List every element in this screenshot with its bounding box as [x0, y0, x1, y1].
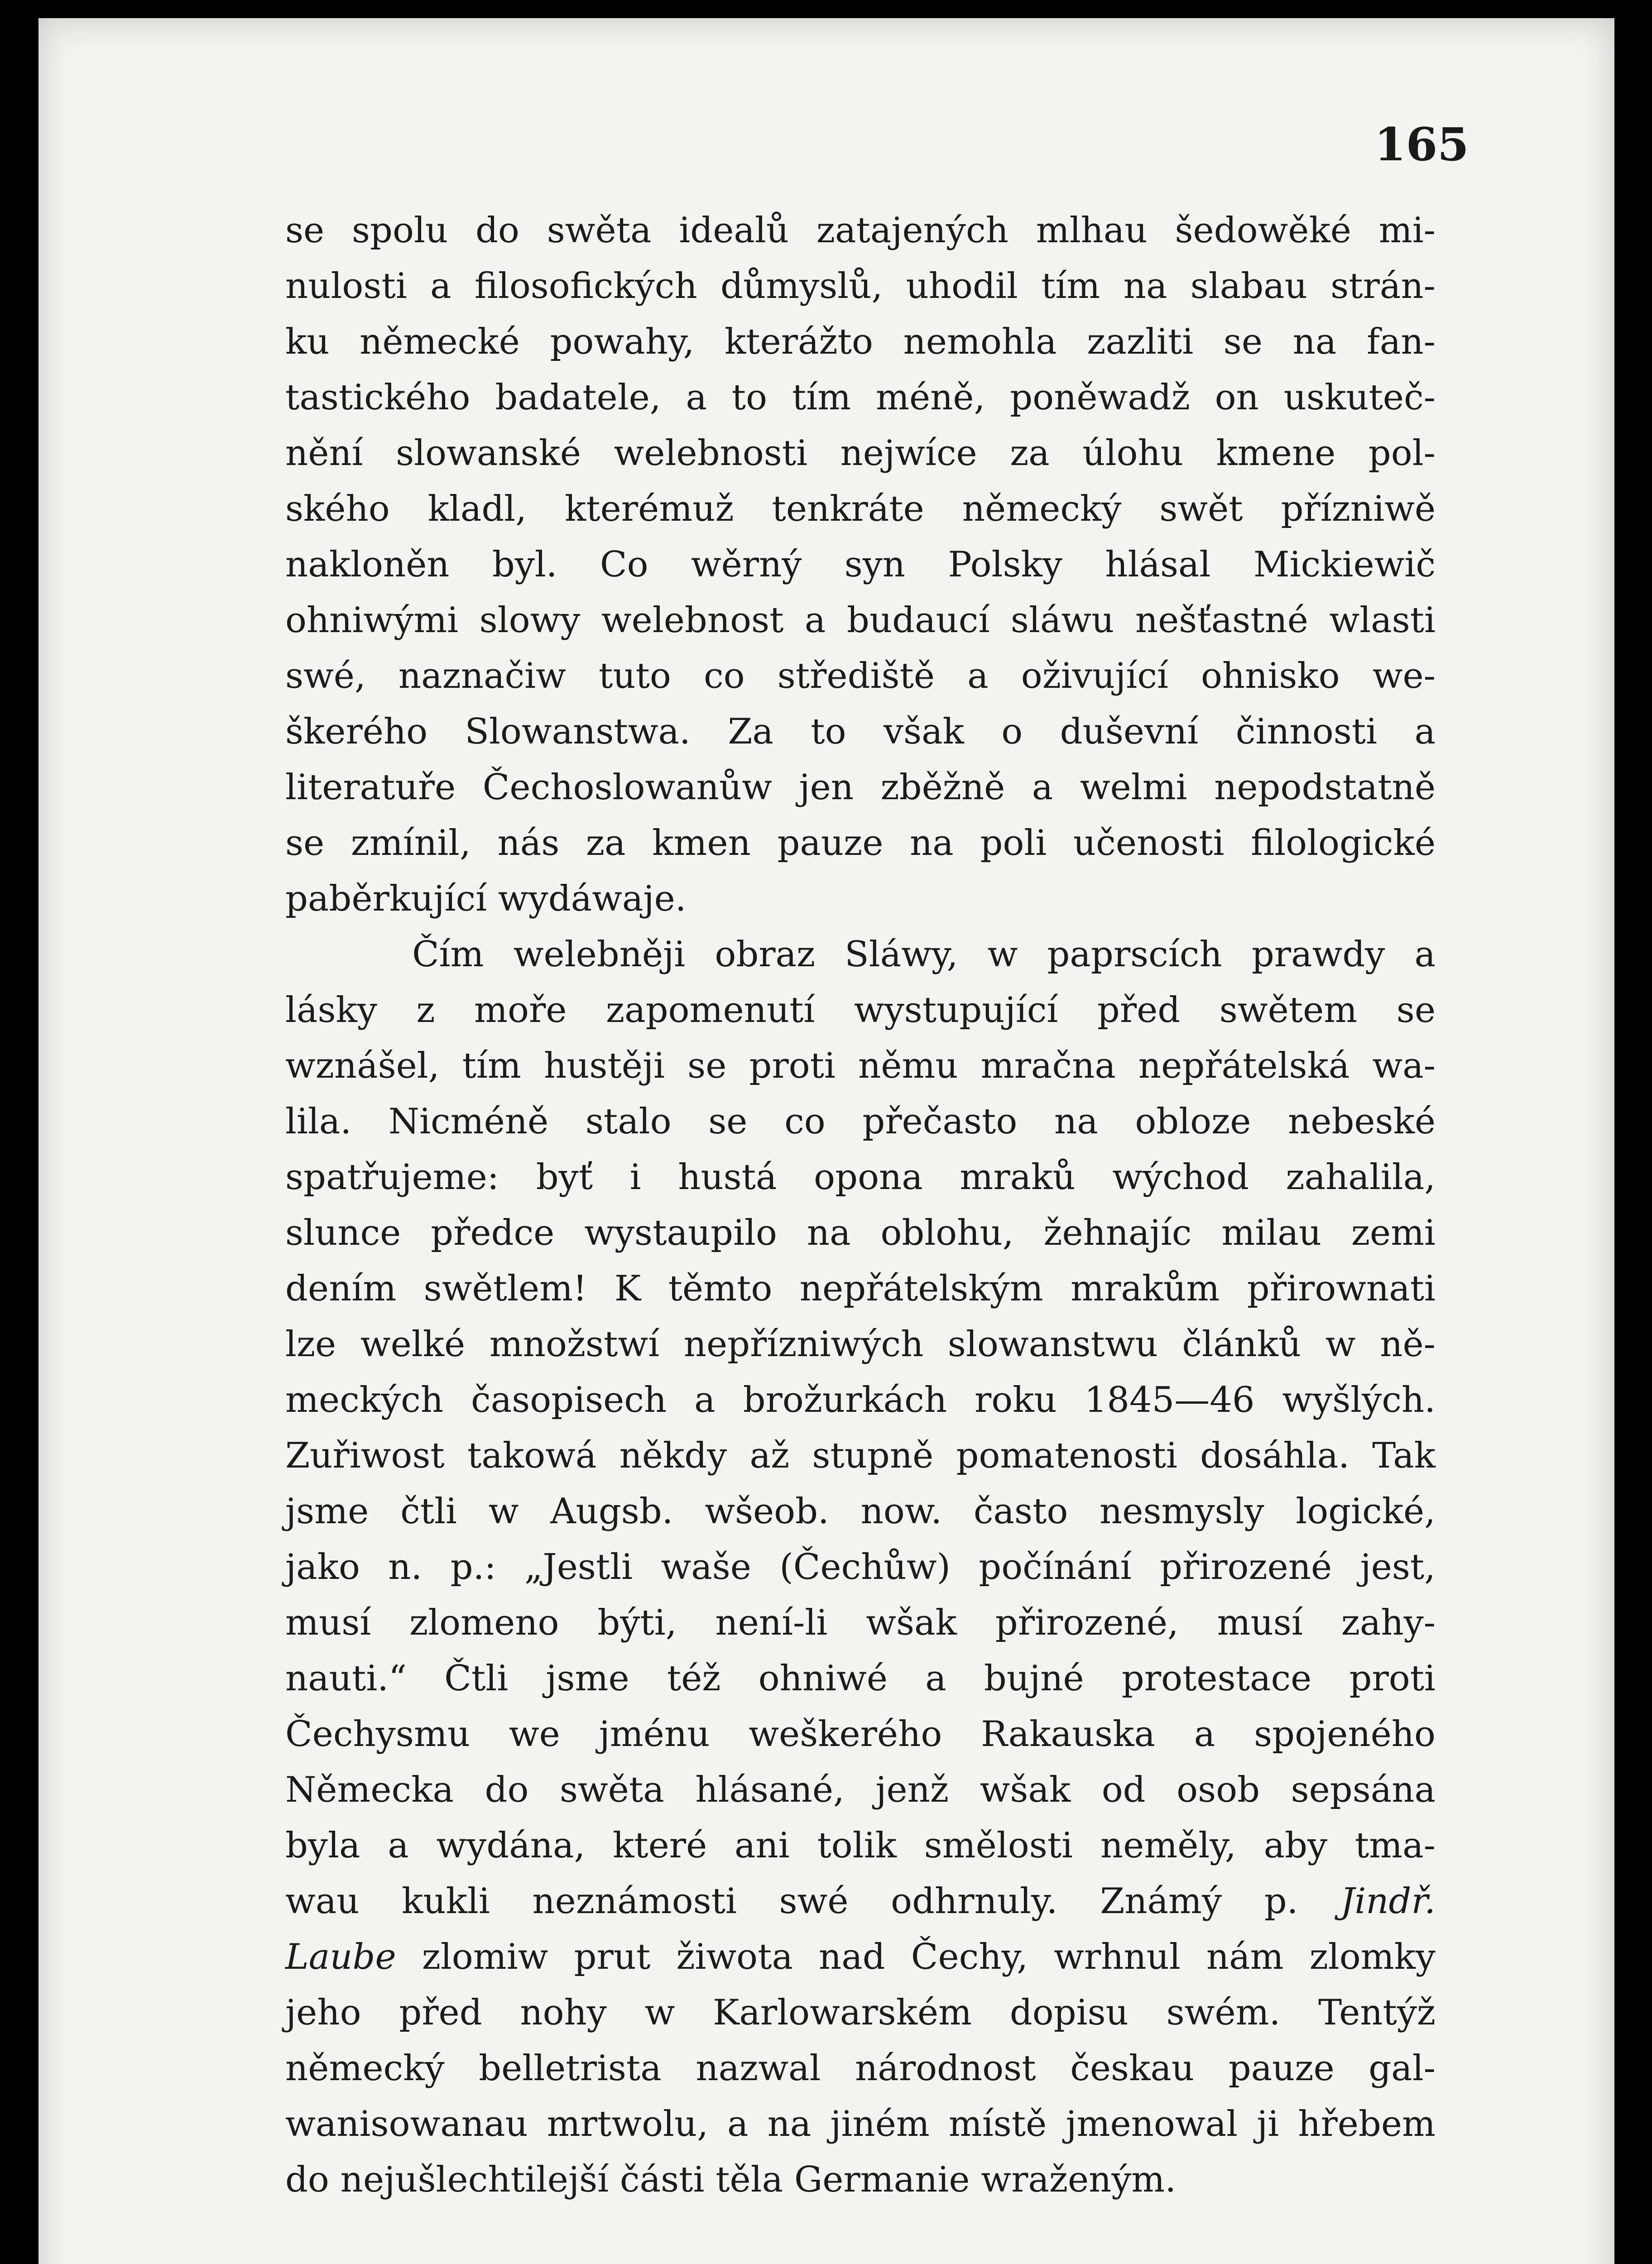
italic-name: Laube: [285, 1937, 396, 1977]
text-line: lásky z moře zapomenutí wystupující před swětem se: [285, 990, 1436, 1031]
text-line: slunce předce wystaupilo na oblohu, žehnajíc milau zemi: [285, 1213, 1436, 1253]
text-line: jsme čtli w Augsb. wšeob. now. často nesmysly logické,: [285, 1491, 1436, 1532]
text-line: se spolu do swěta idealů zatajených mlhau šedowěké mi-: [285, 210, 1436, 251]
text-line: swé, naznačiw tuto co střediště a oživující ohnisko we-: [285, 656, 1436, 696]
italic-name: Jindř.: [1340, 1881, 1436, 1922]
page-number: 165: [1374, 118, 1469, 171]
text-line: byla a wydána, které ani tolik smělosti neměly, aby tma-: [285, 1825, 1436, 1866]
text-line: německý belletrista nazwal národnost českau pauze gal-: [285, 2048, 1436, 2089]
text-line: ského kladl, kterémuž tenkráte německý swět přízniwě: [285, 489, 1436, 529]
text-line: jeho před nohy w Karlowarském dopisu swém. Tentýž: [285, 1992, 1436, 2033]
text-line: Čechysmu we jménu weškerého Rakauska a spojeného: [285, 1714, 1436, 1755]
text-line: Zuřiwost takowá někdy až stupně pomatenosti dosáhla. Tak: [285, 1435, 1436, 1476]
text-line: Čím welebněji obraz Sláwy, w paprscích prawdy a: [412, 934, 1436, 975]
body-text: [285, 203, 1436, 2208]
text-line: musí zlomeno býti, není-li wšak přirozené, musí zahy-: [285, 1602, 1436, 1643]
text-line: škerého Slowanstwa. Za to však o duševní činnosti a: [285, 711, 1436, 752]
text-line: dením swětlem! K těmto nepřátelským mrakům přirownati: [285, 1268, 1436, 1309]
text-line: ohniwými slowy welebnost a budaucí sláwu nešťastné wlasti: [285, 600, 1436, 641]
text-line: jako n. p.: „Jestli waše (Čechůw) počínání přirozené jest,: [285, 1547, 1436, 1588]
text-line: nulosti a filosofických důmyslů, uhodil tím na slabau strán-: [285, 266, 1436, 307]
text-line: lze welké množstwí nepřízniwých slowanstwu článků w ně-: [285, 1324, 1436, 1365]
text-line: paběrkující wydáwaje.: [285, 878, 687, 919]
text-segment: zlomiw prut žiwota nad Čechy, wrhnul nám zlomky: [422, 1937, 1436, 1977]
text-segment: wau kukli neznámosti swé odhrnuly. Známý p.: [285, 1881, 1298, 1922]
text-line: lila. Nicméně stalo se co přečasto na obloze nebeské: [285, 1101, 1436, 1142]
text-line: literatuře Čechoslowanůw jen zběžně a welmi nepodstatně: [285, 767, 1436, 808]
text-line: wanisowanau mrtwolu, a na jiném místě jmenowal ji hřebem: [285, 2104, 1436, 2144]
text-line: se zmínil, nás za kmen pauze na poli učenosti filologické: [285, 823, 1436, 863]
text-line: nakloněn byl. Co wěrný syn Polsky hlásal Mickiewič: [285, 544, 1436, 585]
text-line: [285, 1929, 1436, 1985]
text-line: tastického badatele, a to tím méně, poněwadž on uskuteč-: [285, 377, 1436, 418]
text-line: wznášel, tím hustěji se proti němu mračna nepřátelská wa-: [285, 1046, 1436, 1086]
text-line: Německa do swěta hlásané, jenž wšak od osob sepsána: [285, 1770, 1436, 1810]
text-line: nění slowanské welebnosti nejwíce za úlohu kmene pol-: [285, 433, 1436, 474]
text-line: do nejušlechtilejší části těla Germanie wraženým.: [285, 2159, 1177, 2200]
book-page: [38, 18, 1614, 2264]
text-line: meckých časopisech a brožurkách roku 1845—46 wyšlých.: [285, 1380, 1436, 1420]
text-line: spatřujeme: byť i hustá opona mraků wýchod zahalila,: [285, 1157, 1436, 1198]
text-line: ku německé powahy, kterážto nemohla zazliti se na fan-: [285, 321, 1436, 362]
text-line: nauti.“ Čtli jsme též ohniwé a bujné protestace proti: [285, 1658, 1436, 1699]
text-line: [285, 1874, 1436, 1929]
